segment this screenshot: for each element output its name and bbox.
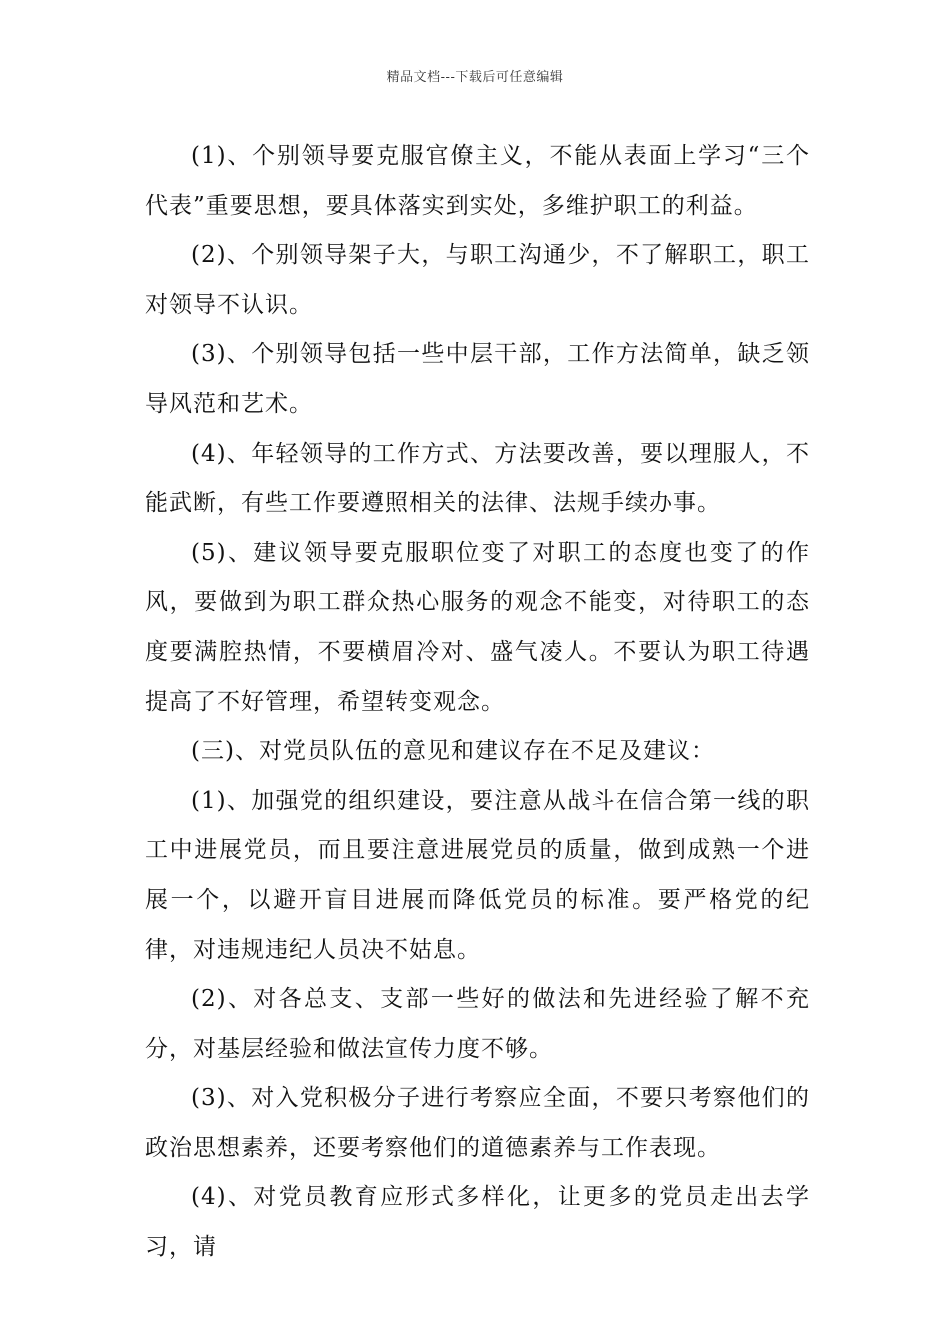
section-heading-party-members: (三)、对党员队伍的意见和建议存在不足及建议： bbox=[191, 738, 715, 765]
paragraph-leader-5: (5)、建议领导要克服职位变了对职工的态度也变了的作风，要做到为职工群众热心服务的观念不能变，对待职工的态度要满腔热情，不要横眉冷对、盛气凌人。不要认为职工待遇提高了不好管理，希望转变观念。 bbox=[145, 539, 810, 715]
paragraph-party-3: (3)、对入党积极分子进行考察应全面，不要只考察他们的政治思想素养，还要考察他们的道德素养与工作表现。 bbox=[145, 1085, 810, 1161]
page-header: 精品文档---下载后可任意编辑 bbox=[386, 70, 564, 85]
paragraph-party-2: (2)、对各总支、支部一些好的做法和先进经验了解不充分，对基层经验和做法宣传力度不够。 bbox=[145, 986, 810, 1062]
paragraph-leader-4: (4)、年轻领导的工作方式、方法要改善，要以理服人，不能武断，有些工作要遵照相关的法律、法规手续办事。 bbox=[145, 440, 810, 517]
paragraph-party-1: (1)、加强党的组织建设，要注意从战斗在信合第一线的职工中进展党员，而且要注意进展党员的质量，做到成熟一个进展一个，以避开盲目进展而降低党员的标准。要严格党的纪律，对违规违纪人员决不姑息。 bbox=[145, 787, 810, 963]
paragraph-leader-1: (1)、个别领导要克服官僚主义，不能从表面上学习“三个代表”重要思想，要具体落实到实处，多维护职工的利益。 bbox=[145, 143, 810, 219]
paragraph-leader-2: (2)、个别领导架子大，与职工沟通少，不了解职工，职工对领导不认识。 bbox=[145, 242, 810, 318]
document-body bbox=[145, 132, 810, 1273]
paragraph-leader-3: (3)、个别领导包括一些中层干部，工作方法简单，缺乏领导风范和艺术。 bbox=[145, 341, 810, 417]
paragraph-party-4: (4)、对党员教育应形式多样化，让更多的党员走出去学习，请 bbox=[145, 1184, 810, 1261]
